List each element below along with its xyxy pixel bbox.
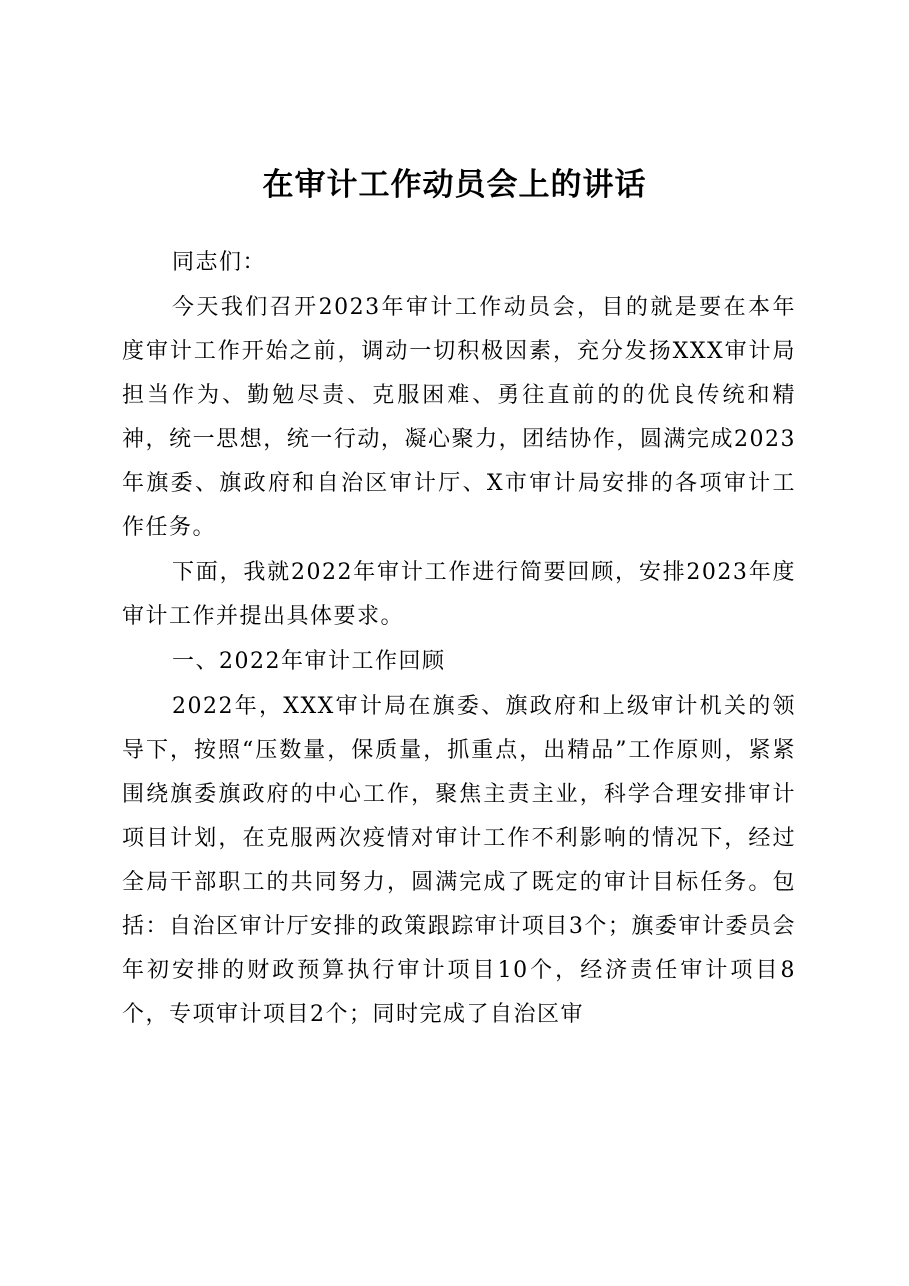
section-heading: 一、2022年审计工作回顾 — [172, 649, 446, 674]
outline-paragraph: 下面，我就2022年审计工作进行简要回顾，安排2023年度审计工作并提出具体要求。 — [122, 560, 796, 629]
review-paragraph: 2022年，XXX审计局在旗委、旗政府和上级审计机关的领导下，按照“压数量，保质量，抓重点，出精品”工作原则，紧紧围绕旗委旗政府的中心工作，聚焦主责主业，科学合理安排审计项目计划，在克服两次疫情对审计工作不利影响的情况下，经过全局干部职工的共同努力，圆满完成了既定的审计目标任务。包括：自治区审计厅安排的政策跟踪审计项目3个；旗委审计委员会年初安排的财政预算执行审计项目10个，经济责任审计项目8个，专项审计项目2个；同时完成了自治区审 — [122, 694, 796, 1027]
document-body — [122, 241, 796, 1037]
document-title: 在审计工作动员会上的讲话 — [262, 167, 647, 203]
opening-paragraph: 今天我们召开2023年审计工作动员会，目的就是要在本年度审计工作开始之前，调动一切积极因素，充分发扬XXX审计局担当作为、勤勉尽责、克服困难、勇往直前的的优良传统和精神，统一思想，统一行动，凝心聚力，团结协作，圆满完成2023年旗委、旗政府和自治区审计厅、X市审计局安排的各项审计工作任务。 — [122, 295, 796, 540]
salutation-paragraph: 同志们： — [172, 250, 267, 275]
